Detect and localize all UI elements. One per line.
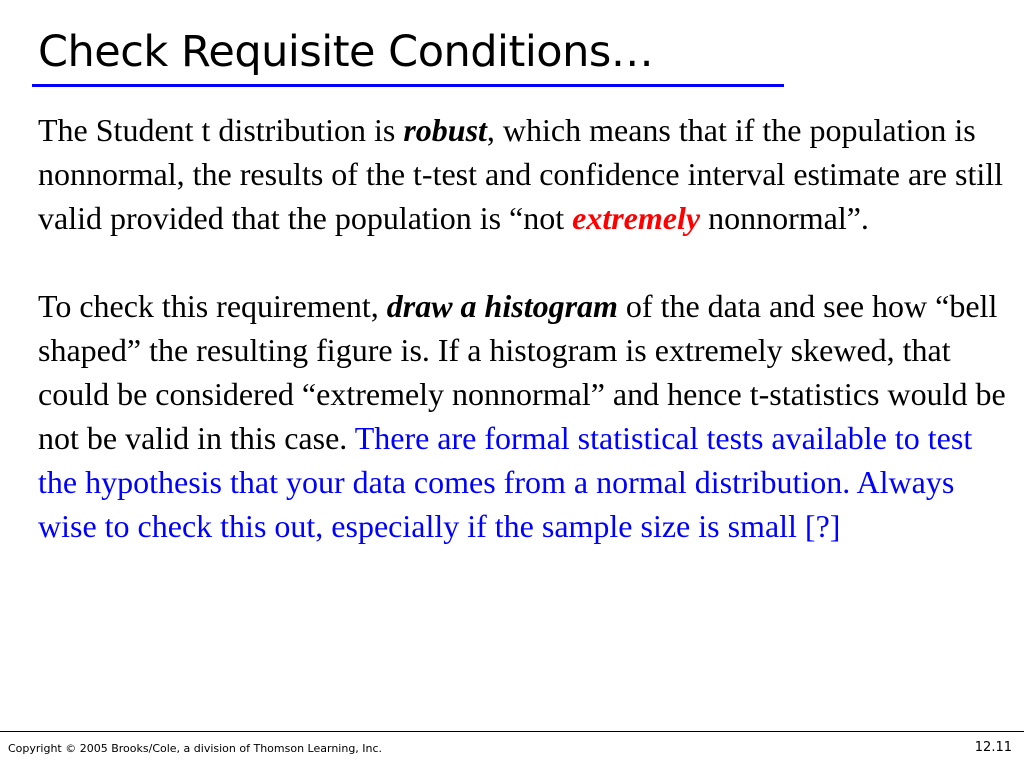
slide-title: Check Requisite Conditions… <box>38 27 654 77</box>
p1-text-2: , which means that if the population is nonnormal, the results of the t-test and confidence interval estimate are still valid provided that the population is “not <box>38 112 1004 236</box>
draw-histogram-emphasis: draw a histogram <box>386 288 618 324</box>
footer-divider <box>0 731 1024 732</box>
slide-number: 12.11 <box>974 740 1012 755</box>
title-underline <box>32 84 784 87</box>
p1-text-3: nonnormal”. <box>700 200 869 236</box>
p2-text-1: To check this requirement, <box>38 288 387 324</box>
slide-body <box>38 108 1006 548</box>
copyright-notice: Copyright © 2005 Brooks/Cole, a division of Thomson Learning, Inc. <box>8 742 383 755</box>
robust-emphasis: robust <box>403 112 487 148</box>
p1-text-1: The Student t distribution is <box>38 112 404 148</box>
paragraph-robustness <box>38 108 1006 240</box>
extremely-emphasis: extremely <box>572 200 701 236</box>
paragraph-histogram-check <box>38 284 1006 548</box>
p2-text-2: of the data and see how “bell shaped” the resulting figure is. If a histogram is extremely skewed, that could be considered “extremely nonnormal” and hence t-statistics would be not be valid in this case. <box>38 288 1006 456</box>
formal-tests-note: There are formal statistical tests available to test the hypothesis that your data comes from a normal distribution. Always wise to check this out, especially if the sample size is small [?] <box>38 420 973 544</box>
